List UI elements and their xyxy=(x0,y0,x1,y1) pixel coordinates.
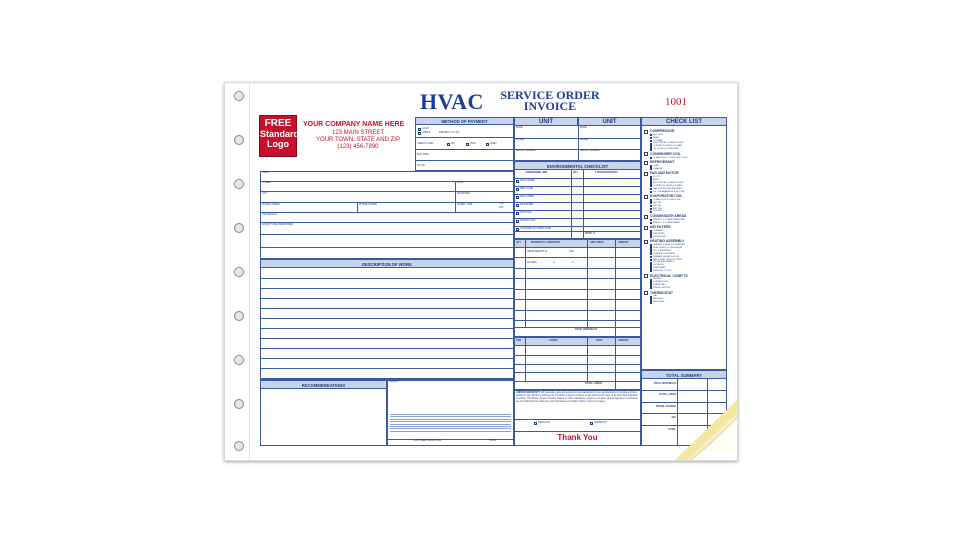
labor-col-hrs: HRS xyxy=(516,339,522,342)
checklist-header: CHECK LIST xyxy=(641,117,727,126)
summary-row-line xyxy=(641,390,727,391)
materials-row-line xyxy=(514,278,641,279)
env-col-qty: QTY xyxy=(573,171,578,174)
checklist-item-label: OIL LUB BEARINGS & MOTOR xyxy=(653,190,684,193)
form-title: HVAC xyxy=(420,89,484,114)
checklist-section-checkbox[interactable] xyxy=(644,195,648,199)
checklist-item-label: PRESS. SWITCH xyxy=(653,286,671,289)
mc-label: MC xyxy=(451,142,455,145)
env-col-type: TYPE/DISPOSITION xyxy=(595,171,618,174)
fine-print-line xyxy=(390,419,511,420)
checklist-item-label: CLEANED xyxy=(653,230,664,233)
punch-hole xyxy=(234,399,244,409)
env-row-line xyxy=(514,210,641,211)
mc-checkbox[interactable] xyxy=(447,143,450,146)
ruled-line xyxy=(260,288,514,289)
checklist-section-title: THERMOSTAT xyxy=(650,290,674,295)
env-row-label: RECLAIMED xyxy=(520,195,534,198)
checklist-section-checkbox[interactable] xyxy=(644,172,648,176)
unit2-serial-label: SERIAL NUMBER xyxy=(580,149,600,152)
checklist-item-label: STRIP HEAT xyxy=(653,267,666,270)
checklist-section-title: FAN AND MOTOR xyxy=(650,171,679,176)
checklist-item-label: FLAME ADJUSTMENT xyxy=(653,252,676,255)
city-label: CITY xyxy=(262,192,268,195)
labor-col-rate: RATE xyxy=(596,339,603,342)
recommendations-header: RECOMMENDATIONS xyxy=(260,380,387,389)
form-number: 1001 xyxy=(665,96,687,108)
amex-checkbox[interactable] xyxy=(486,143,489,146)
materials-row-line xyxy=(514,289,641,290)
checklist-section-checkbox[interactable] xyxy=(644,274,648,278)
env-row-label: RETURNED xyxy=(520,203,534,206)
materials-row-line xyxy=(514,299,641,300)
punch-hole xyxy=(234,311,244,321)
cc-no-label: CC NO. xyxy=(417,164,426,167)
punch-hole xyxy=(234,441,244,451)
cash-checkbox[interactable] xyxy=(418,128,421,131)
checklist-section-title: HEATING ASSEMBLY xyxy=(650,239,685,244)
summary-row-label: TOTAL xyxy=(668,427,676,431)
env-col-condensing: CONDENSING UNIT xyxy=(525,171,548,174)
env-row-label: DISPOSAL xyxy=(520,211,532,214)
ruled-line xyxy=(260,298,514,299)
ruled-line xyxy=(260,328,514,329)
materials-row-line xyxy=(514,257,641,258)
materials-row-line xyxy=(514,310,641,311)
unit2-make-label: MAKE xyxy=(580,126,587,129)
checklist-section-title: EVAPORATOR COIL xyxy=(650,194,683,199)
check-checkbox[interactable] xyxy=(418,132,421,135)
checklist-section-title: CONDENSER COIL xyxy=(650,151,681,156)
checklist-section-checkbox[interactable] xyxy=(644,291,648,295)
carbon-copy-page-curl xyxy=(669,398,737,460)
checklist-item-label: REPLACED xyxy=(653,232,665,235)
ruled-line xyxy=(260,368,514,369)
environmental-header: ENVIRONMENTAL CHECKLIST xyxy=(514,161,641,170)
fine-print-line xyxy=(390,426,511,427)
checklist-item-label: REPLACE xyxy=(653,298,664,301)
description-header: DESCRIPTION OF WORK xyxy=(260,259,514,268)
unit1-serial-label: SERIAL NUMBER xyxy=(516,149,536,152)
ruled-line xyxy=(260,378,514,379)
checklist-item-label: CONTACTS TIGHT & CLEAN xyxy=(653,184,682,187)
checklist-section-checkbox[interactable] xyxy=(644,215,648,219)
thank-you: Thank You xyxy=(557,433,598,442)
punch-strip-divider xyxy=(249,83,250,460)
warranty-label: WARRANTY xyxy=(594,421,608,424)
punch-hole xyxy=(234,135,244,145)
checklist-item-label: VOLTAGE xyxy=(653,139,664,142)
fine-print-line xyxy=(390,414,511,415)
visa-checkbox[interactable] xyxy=(466,143,469,146)
phone-home-label: PHONE (HOME) xyxy=(262,203,280,206)
pm-label: P.M. xyxy=(499,206,504,209)
amex-label: AMEX xyxy=(490,142,497,145)
ruled-line xyxy=(260,348,514,349)
ruled-line xyxy=(260,358,514,359)
checklist-item-label: LVG WB xyxy=(653,210,662,213)
env-row-label: CHANGED OUT/REPLACED xyxy=(520,227,552,230)
env-row-line xyxy=(514,231,641,232)
form-subtitle-2: INVOICE xyxy=(523,99,577,113)
checklist-item-label: CLEAN COIL & CHECK FIN xyxy=(653,198,681,201)
date-label: DATE xyxy=(457,181,464,184)
env-row-line xyxy=(514,202,641,203)
env-row-checkbox[interactable] xyxy=(516,220,519,223)
visa-label: VISA xyxy=(470,142,476,145)
checklist-section-checkbox[interactable] xyxy=(644,226,648,230)
regular-label: REGULAR xyxy=(538,421,550,424)
checklist-item-label: AMPS xyxy=(653,179,660,182)
punch-hole xyxy=(234,267,244,277)
env-row-checkbox[interactable] xyxy=(516,204,519,207)
labor-row-line xyxy=(514,381,641,382)
labor-col-amount: AMOUNT xyxy=(618,339,629,342)
checklist-item-label: OVERLOAD xyxy=(653,284,666,287)
env-row-label: DISMANTLED xyxy=(520,219,536,222)
exp-date-label: EXP. DATE xyxy=(417,153,430,156)
fine-print-line xyxy=(390,416,511,417)
checklist-item-label: ENT WB xyxy=(653,207,662,210)
checklist-item-label: FAN PULLEYS ADJUST BELT xyxy=(653,187,683,190)
summary-row-label: TOTAL MATERIALS xyxy=(653,382,676,385)
checklist-item-label: VOLTS xyxy=(653,176,661,179)
service-order-form xyxy=(224,82,738,461)
phone-work-label: PHONE (WORK) xyxy=(359,203,378,206)
company-phone: (123) 456-7890 xyxy=(337,144,379,150)
ruled-line xyxy=(260,308,514,309)
cash-label: CASH xyxy=(422,127,429,130)
signature-date-label: DATE xyxy=(490,439,497,442)
warranty-text: LIMITED WARRANTY: All materials, parts and equipment are warranted by the manufacturers or suppliers written warranty only. All labor performed by the above named company is warranted for 30 days or as otherwise indicated in writing. The above named company makes no other warranties, express or implied, and its agents or technicians are not authorized to make any such warranties on behalf of above named company. xyxy=(516,391,638,403)
checklist-item-label: RELAYS xyxy=(653,278,662,281)
filters-x-2: X xyxy=(572,261,574,264)
form-subtitle-1: SERVICE ORDER xyxy=(500,88,600,102)
lbs-label: LBS. xyxy=(569,250,575,253)
checklist-item-label: SUCTION xyxy=(653,133,663,136)
checklist-item-label: GV VALVE xyxy=(653,264,664,267)
checklist-item-label: LEAK xyxy=(653,164,659,167)
checklist-item-label: CONTACTORS xyxy=(653,281,669,284)
fine-print-line xyxy=(390,431,511,432)
env-total-label: TOTAL $ xyxy=(585,232,595,235)
company-logo: FREE Standard Logo xyxy=(259,115,297,157)
summary-row-label: TOTAL LABOR xyxy=(659,393,676,397)
company-name: YOUR COMPANY NAME HERE xyxy=(303,121,405,128)
sched-time-label: SCHED. TIME xyxy=(457,203,473,206)
technician-label: TECHNICIAN xyxy=(262,213,277,216)
checklist-section-title: CONDENSATE AREAS xyxy=(650,214,687,218)
punch-hole xyxy=(234,91,244,101)
checklist-item-label: FAN & LIMIT SWITCH OPER. xyxy=(653,258,683,261)
punch-hole xyxy=(234,223,244,233)
terms-label: TERMS xyxy=(389,380,398,383)
labor-row-line xyxy=(514,364,641,365)
checklist-item-label: INSPECT & CLEAN DRAIN PAN xyxy=(653,218,685,221)
warranty-checkbox[interactable] xyxy=(590,422,593,425)
checklist-item-label: CLEAN COIL & CHECK FIN COND. xyxy=(653,156,689,159)
street-label: STREET xyxy=(262,181,272,184)
filters-x-1: X xyxy=(553,261,555,264)
materials-row-line xyxy=(514,268,641,269)
filters-label: FILTERS xyxy=(527,261,537,264)
checklist-section-checkbox[interactable] xyxy=(644,152,648,156)
labor-col-labor: LABOR xyxy=(549,339,558,342)
credit-card-label: CREDIT CARD xyxy=(417,142,434,145)
am-label: A.M. xyxy=(499,202,504,205)
name-label: NAME xyxy=(262,171,269,174)
unit2-model-label: MODEL xyxy=(580,138,589,141)
labor-row-line xyxy=(514,372,641,373)
materials-row-line xyxy=(514,320,641,321)
refrigerant-label: REFRIGERANT R- xyxy=(527,250,548,253)
materials-col-materials: MATERIALS & SERVICES xyxy=(531,241,560,244)
checklist-section-checkbox[interactable] xyxy=(644,130,648,134)
fine-print-line xyxy=(390,421,511,422)
unit1-model-label: MODEL xyxy=(516,138,525,141)
checklist-item-label: DEFROST CYCLE xyxy=(653,269,672,272)
total-labor-label: TOTAL LABOR xyxy=(585,382,602,385)
materials-col-qty: QTY xyxy=(516,241,521,244)
materials-col-amount: AMOUNT xyxy=(618,241,629,244)
checklist-item-label: ENT DB xyxy=(653,201,661,204)
drivers-lic-label: DRIVER'S LIC. NO. xyxy=(439,131,461,134)
env-row-checkbox[interactable] xyxy=(516,188,519,191)
summary-header: TOTAL SUMMARY xyxy=(641,370,727,379)
checklist-section-checkbox[interactable] xyxy=(644,161,648,165)
checklist-item-label: CONTACTS TIGHT & CLEAN xyxy=(653,145,682,148)
checklist-section-title: AIR FILTERS xyxy=(650,225,671,230)
payment-header: METHOD OF PAYMENT xyxy=(415,117,514,125)
checklist-item-label: PILOT ASSEMBLY xyxy=(653,249,672,252)
checklist-section-title: COMPRESSOR xyxy=(650,129,675,133)
checklist-item-label: CAL xyxy=(653,295,658,298)
summary-row-label: TAX xyxy=(671,416,676,420)
checklist-item-label: FUEL SUPPLY & PRESSURE xyxy=(653,247,683,250)
terms-box xyxy=(387,380,514,446)
checklist-item-label: OIL LEVEL & CONDITION xyxy=(653,148,679,151)
env-row-checkbox[interactable] xyxy=(516,180,519,183)
checklist-item-label: BLOWER ASSEMBLY xyxy=(653,261,675,264)
punch-hole xyxy=(234,355,244,365)
customer-info-box xyxy=(260,171,514,259)
summary-row-label: TRAVEL CHARGE xyxy=(655,404,676,408)
customer-signature-label: CUSTOMER SIGNATURE xyxy=(413,439,442,442)
ruled-line xyxy=(260,278,514,279)
checklist-item-label: RELOCATE xyxy=(653,301,665,304)
materials-col-unit-price: UNIT PRICE xyxy=(590,241,604,244)
checklist-item-label: LVG DB xyxy=(653,204,661,207)
work-to-be-performed-label: WORK TO BE PERFORMED xyxy=(262,223,294,226)
checklist-item-label: PRIMARY RELAY & FLUE xyxy=(653,255,679,258)
env-row-checkbox[interactable] xyxy=(516,212,519,215)
checklist-item-label: ELECTRICAL CONNECTIONS xyxy=(653,181,684,184)
env-row-label: RECYCLED xyxy=(520,187,534,190)
labor-row-line xyxy=(514,355,641,356)
env-row-label: RECOVERED xyxy=(520,179,536,182)
env-row-checkbox[interactable] xyxy=(516,196,519,199)
checklist-item-label: INSPECT & CLEAN DRAIN xyxy=(653,221,680,224)
company-address: 123 MAIN STREET xyxy=(331,130,384,136)
checklist-section-checkbox[interactable] xyxy=(644,240,648,244)
unit1-make-label: MAKE xyxy=(516,126,523,129)
fine-print-line xyxy=(390,424,511,425)
checklist-item-label: FILTER SIZE xyxy=(653,235,666,238)
check-label: CHECK xyxy=(422,131,431,134)
company-city: YOUR TOWN, STATE AND ZIP xyxy=(316,137,400,143)
unit-header-1: UNIT xyxy=(514,117,578,126)
checklist-item-label: ELECTRICAL CONNECTIONS xyxy=(653,142,684,145)
total-materials-label: TOTAL MATERIALS xyxy=(575,328,598,331)
ruled-line xyxy=(260,338,514,339)
env-row-line xyxy=(514,186,641,187)
ruled-line xyxy=(260,318,514,319)
promised-label: PROMISED xyxy=(457,192,470,195)
checklist-section-title: ELECTRICAL COMP'TS. xyxy=(650,273,689,278)
fine-print-line xyxy=(390,428,511,429)
checklist-item-label: BURNER & HEAT EXCHANGER xyxy=(653,244,686,247)
unit-header-2: UNIT xyxy=(578,117,641,126)
checklist-item-label: HEAD xyxy=(653,136,660,139)
checklist-section-title: REFRIGERANT xyxy=(650,160,675,165)
regular-checkbox[interactable] xyxy=(534,422,537,425)
punch-hole xyxy=(234,179,244,189)
checklist-item-label: CHARGE xyxy=(653,167,663,170)
